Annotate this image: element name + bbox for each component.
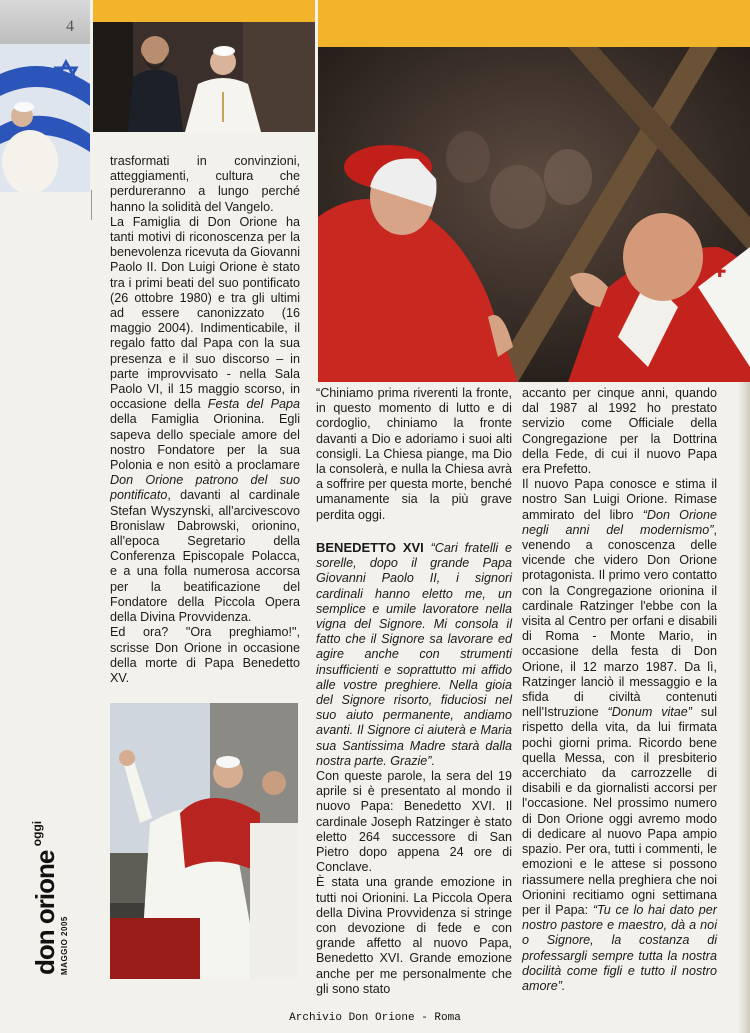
col3-paragraph-2a: Il nuovo Papa conosce e stima il nostro San Luigi Orione. Rimase ammirato del libro [522,477,717,522]
column-1-text [110,154,300,686]
col1-paragraph-2: La Famiglia di Don Orione ha tanti motivi di riconoscenza per la benevolenza ricevuta da Giovanni Paolo II. Don Luigi Orione è stato tra i primi beati del suo pontificato (26 ottobre 1980) e tra gli ultimi ad essere canonizzato (16 maggio 2004). Indimenticabile, il regalo fatto dal Papa con la sua presenza e il suo discorso – in parte improvvisato - nella Sala Paolo VI, il 15 maggio scorso, in occasione della [110,214,300,412]
column-3-text [522,386,717,994]
header-bar-left [93,0,315,22]
column-2-text [316,540,512,997]
svg-text:✚: ✚ [713,264,727,281]
photo-cross-ceremony [318,47,750,382]
col2-paragraph-2: Con queste parole, la sera del 19 aprile si è presentato al mondo il nuovo Papa: Benedetto XVI. Il cardinale Joseph Ratzinger è stato eletto 264 successore di San Pietro dopo appena 24 ore di Conclave. [316,769,512,875]
page-edge [738,382,750,1033]
col3-prayer: “Tu ce lo hai dato per nostro pastore e maestro, dà a noi o Signore, la costanza di professargli sempre tutta la nostra docilità come figli e tutto il nostro amore”. [522,902,717,993]
col2-paragraph-3: È stata una grande emozione in tutti noi Orionini. La Piccola Opera della Divina Provvidenza si stringe con devozione di fede e con grande affetto al nuovo Papa, Benedetto XVI. Grande emozione anche per me personalmente che gli sono stato [316,875,512,996]
photo-pope-meeting [93,22,315,132]
col3-book-title: “Don Orione negli anni del modernismo” [522,507,717,537]
column-divider [91,190,92,220]
col3-paragraph-1: accanto per cinque anni, quando dal 1987 al 1992 ho prestato servizio come Officiale della Congregazione per la Dottrina della Fede, di cui il nuovo Papa era Prefetto. [522,386,717,477]
header-bar-right [318,0,750,47]
page-number: 4 [66,18,74,35]
magazine-issue: MAGGIO 2005 [60,916,69,975]
col1-paragraph-2c: , davanti al cardinale Stefan Wyszynski, all'arcivescovo Bronislaw Dabrowski, orionino, all'epoca Segretario della Conferenza Episcopale Polacca, e a una folla numerosa accorsa per la beatificazione del Fondatore della Piccola Opera della Divina Provvidenza. [110,488,300,625]
section-heading: BENEDETTO XVI [316,540,424,555]
col3-donum-vitae: “Donum vitae” [607,705,692,720]
col2-quote-end: “Chiniamo prima riverenti la fronte, in questo momento di lutto e di cordoglio, chiniamo la fronte davanti a Dio e adoriamo i suoi alti consigli. La Chiesa piange, ma Dio la consolerà, e nulla la Chiesa avrà a soffrire per questa morte, benché umanamente sia la più grave perdita oggi. [316,386,513,522]
magazine-name: don orione [30,850,60,975]
col1-paragraph-3: Ed ora? "Ora preghiamo!", scrisse Don Orione in occasione della morte di Papa Benedetto XV. [110,625,300,685]
photo-new-pope-balcony [110,703,298,979]
col3-paragraph-2b: , venendo a conoscenza delle vicende che videro Don Orione protagonista. Il primo vero contatto con la Congregazione orionina il cardinale Ratzinger l'ebbe con la visita al Centro per orfani e disabili di Roma - Monte Mario, in occasione della festa di Don Orione, il 12 marzo 1987. Da lì, Ratzinger lanciò il messaggio e la sfida di civiltà contenuti nell'Istruzione [522,522,717,720]
col1-paragraph-1: trasformati in convinzioni, atteggiamenti, cultura che perdureranno a lungo perché hanno la solidità del Vangelo. [110,154,300,214]
photo-pope-israel-flag [0,44,90,192]
magazine-logo [30,821,61,975]
page-number-box [0,0,90,44]
col1-italic-2: Don Orione patrono del suo pontificato [110,473,300,503]
col1-paragraph-2b: della Famiglia Orionina. Egli sapeva dello speciale amore del nostro Fondatore per la sua Polonia e non esitò a proclamare [110,412,300,473]
col3-paragraph-2c: sul rispetto della vita, da lui firmata pochi giorni prima. Ricordo bene quella Messa, con il presbiterio accerchiato da carrozzelle di disabili e da giornalisti accorsi per l'occasione. Nel prossimo numero di Don Orione oggi avremo modo di dedicare al nuovo Papa ampio spazio. Per ora, tutti i commenti, le emozioni e le attese si possono riassumere nella preghiera che noi Orionini recitiamo ogni settimana per il Papa: [522,705,717,917]
magazine-sub: oggi [30,820,44,847]
archive-footer: Archivio Don Orione - Roma [289,1012,461,1024]
pope-speech-quote: “Cari fratelli e sorelle, dopo il grande Papa Giovanni Paolo II, i signori cardinali hanno eletto me, un semplice e umile lavoratore nella vigna del Signore. Mi consola il fatto che il Signore sa lavorare ed agire anche con strumenti insufficienti e soprattutto mi affido alle vostre preghiere. Nella gioia del Signore risorto, fiduciosi nel suo aiuto permanente, andiamo avanti. Il Signore ci aiuterà e Maria sua Santissima Madre starà dalla nostra parte. Grazie”. [316,541,512,768]
col1-italic-1: Festa del Papa [207,397,300,412]
